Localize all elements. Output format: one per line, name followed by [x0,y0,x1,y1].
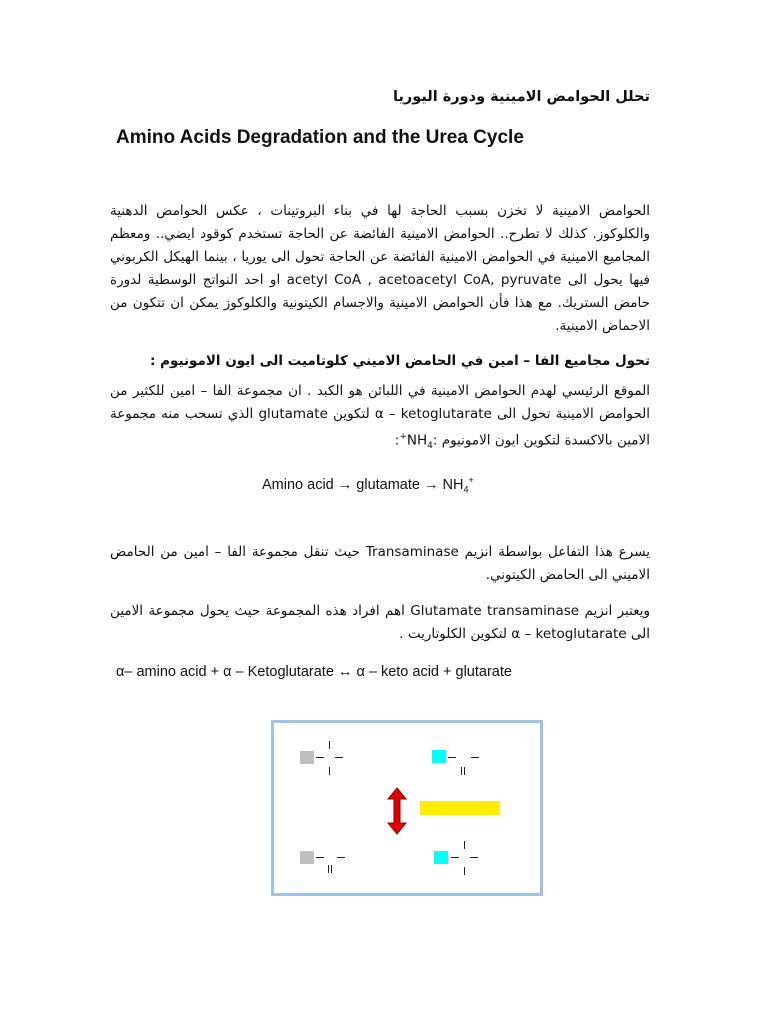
paragraph-liver-body: الموقع الرئيسي لهدم الحوامض الامينية في اللبائن هو الكبد . ان مجموعة الفا – امين للكثير من الحوامض الامينية تحول الى α – ketoglutarate لتكوين glutamate الذي تسحب منه مجموعة الامين بالاكسدة لتكوين ايون الامونيوم :NH [110,383,651,449]
paragraph-liver-colon: : [394,432,400,449]
paragraph-transaminase [110,541,650,587]
section-heading-transamination: تحول مجاميع الفا – امين في الحامض الاميني كلوتاميت الى ايون الامونيوم : [150,353,650,369]
double-arrow-icon [386,787,408,835]
equation-ammonium-text: Amino acid → glutamate → NH [262,476,464,493]
bond-dash [448,757,456,758]
equation-ammonium-subscript: 4 [463,484,469,495]
enzyme-bar [420,801,500,815]
paragraph-intro [110,200,650,338]
cyan-square-top [432,750,446,763]
bond-tick [331,865,332,873]
bond-tick [328,865,329,873]
ammonium-superscript: + [399,432,407,442]
bond-tick [464,867,465,875]
english-title: Amino Acids Degradation and the Urea Cycle [116,127,524,148]
bond-tick [329,741,330,749]
bond-dash [337,857,345,858]
paragraph-liver [110,380,650,458]
cyan-square-bottom [434,851,448,864]
bond-dash [471,757,479,758]
ammonium-subscript: 4 [427,441,433,452]
bond-dash [316,857,324,858]
equation-transamination: α– amino acid + α – Ketoglutarate ↔ α – keto acid + glutarate [116,664,512,680]
bond-dash [451,857,459,858]
equation-ammonium [262,470,474,500]
bond-tick [329,767,330,775]
bond-tick [461,767,462,775]
gray-square-bottom [300,851,314,864]
bond-dash [316,757,324,758]
bond-dash [335,757,343,758]
bond-dash [470,857,478,858]
paragraph-intro-text: الحوامض الامينية لا تخزن بسبب الحاجة لها في بناء البروتينات ، عكس الحوامض الدهنية والكلوكوز. كذلك لا تطرح.. الحوامض الامينية الفائضة عن الحاجة تستخدم كوقود ايضي.. ومعظم المجاميع الامينية في الحوامض الامينية الفائضة عن الحاجة تحول الى يوريا ، بينما الهيكل الكربوني فيها يحول الى acetyl CoA , acetoacetyl CoA, pyruvate او احد النواتج الوسطية لدورة حامض الستريك. مع هذا فأن الحوامض الامينية والاجسام الكيتونية والكلوكوز يمكن ان تتكون من الاحماض الامينية. [110,203,651,334]
equation-ammonium-superscript: + [468,475,474,485]
paragraph-glutamate-transaminase-text: ويعتبر انزيم Glutamate transaminase اهم افراد هذه المجموعة حيث يحول مجموعة الامين الى α – ketoglutarate لتكوين الكلوتاريت . [110,603,651,642]
paragraph-transaminase-text: يسرع هذا التفاعل بواسطة انزيم Transaminase حيث تنقل مجموعة الفا – امين من الحامض الاميني الى الحامض الكيتوني. [110,544,650,583]
paragraph-liver-text [110,380,650,458]
arabic-title: تحلل الحوامض الامينية ودورة اليوريا [393,89,650,105]
gray-square-top [300,751,314,764]
bond-tick [464,767,465,775]
reaction-diagram [271,720,543,896]
bond-tick [464,841,465,849]
paragraph-glutamate-transaminase [110,600,650,646]
